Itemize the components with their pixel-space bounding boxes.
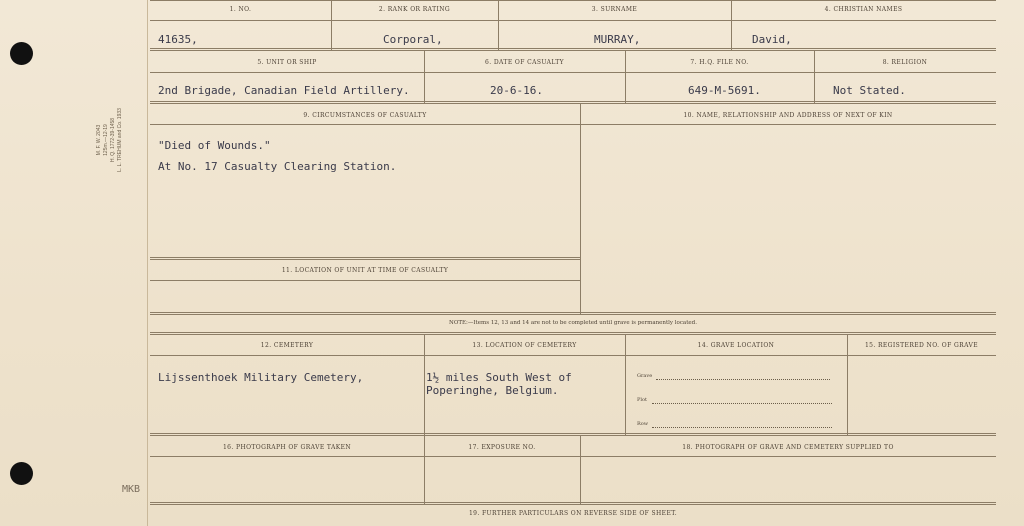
header-cemetery: 12. CEMETERY — [260, 342, 314, 349]
rule — [150, 502, 996, 505]
header-location-unit: 11. LOCATION OF UNIT AT TIME OF CASUALTY — [281, 267, 449, 274]
punch-hole-bottom — [10, 462, 33, 485]
rule — [150, 124, 996, 125]
value-unit: 2nd Brigade, Canadian Field Artillery. — [158, 84, 410, 97]
header-photo-taken: 16. PHOTOGRAPH OF GRAVE TAKEN — [222, 444, 352, 451]
header-surname: 3. SURNAME — [591, 6, 638, 13]
header-circumstances: 9. CIRCUMSTANCES OF CASUALTY — [303, 112, 427, 119]
header-exposure: 17. EXPOSURE NO. — [468, 444, 536, 451]
value-surname: MURRAY, — [594, 33, 641, 46]
value-location-cemetery-line1: 1½ miles South West of — [426, 371, 572, 384]
rule — [150, 355, 996, 356]
value-rank: Corporal, — [383, 33, 443, 46]
label-grave: Grave — [637, 373, 653, 379]
value-cemetery: Lijssenthoek Military Cemetery, — [158, 371, 364, 384]
header-grave-location: 14. GRAVE LOCATION — [697, 342, 775, 349]
punch-hole-top — [10, 42, 33, 65]
divider — [847, 335, 848, 435]
header-location-cemetery: 13. LOCATION OF CEMETERY — [472, 342, 577, 349]
header-unit: 5. UNIT OR SHIP — [257, 59, 317, 66]
divider — [625, 335, 626, 435]
header-further-particulars: 19. FURTHER PARTICULARS ON REVERSE SIDE OF SHEET. — [468, 510, 678, 517]
value-hq-file: 649-M-5691. — [688, 84, 761, 97]
imprint-line: H. Q. 1772-39-1458 — [110, 117, 116, 163]
header-christian-names: 4. CHRISTIAN NAMES — [824, 6, 903, 13]
rule — [150, 312, 996, 315]
value-circumstances-line1: "Died of Wounds." — [158, 139, 271, 152]
dotted-line — [652, 427, 832, 428]
value-date: 20-6-16. — [490, 84, 543, 97]
label-plot: Plot — [637, 397, 647, 403]
header-date: 6. DATE OF CASUALTY — [484, 59, 565, 66]
rule — [150, 72, 996, 73]
value-religion: Not Stated. — [833, 84, 906, 97]
dotted-line — [652, 403, 832, 404]
imprint-line: M. F. W. 2043 — [96, 124, 102, 156]
header-photo-supplied: 18. PHOTOGRAPH OF GRAVE AND CEMETERY SUPPLIED TO — [682, 444, 894, 451]
imprint-line: 125m.—12-19 — [103, 124, 109, 156]
divider — [580, 104, 581, 314]
rule — [150, 456, 996, 457]
rule — [150, 433, 996, 436]
imprint-line: L. L. TREHUM and Co. 1933 — [117, 108, 123, 172]
rule — [150, 101, 996, 104]
rule — [150, 48, 996, 51]
value-christian-names: David, — [752, 33, 792, 46]
value-circumstances-line2: At No. 17 Casualty Clearing Station. — [158, 160, 397, 173]
value-location-cemetery-line2: Poperinghe, Belgium. — [426, 384, 559, 397]
margin-line — [147, 0, 148, 526]
clerk-initials: MKB — [122, 484, 141, 495]
rule — [150, 257, 580, 260]
header-next-of-kin: 10. NAME, RELATIONSHIP AND ADDRESS OF NEXT OF KIN — [683, 112, 893, 119]
rule — [150, 280, 580, 281]
header-no: 1. NO. — [229, 6, 252, 13]
header-registered-no: 15. REGISTERED NO. OF GRAVE — [864, 342, 979, 349]
value-no: 41635, — [158, 33, 198, 46]
label-row: Row — [637, 421, 649, 427]
divider — [424, 335, 425, 435]
rule — [150, 20, 996, 21]
side-imprint — [96, 80, 156, 200]
header-hq-file: 7. H.Q. FILE NO. — [690, 59, 749, 66]
rule — [150, 0, 996, 1]
header-religion: 8. RELIGION — [882, 59, 928, 66]
rule — [150, 332, 996, 335]
header-rank: 2. RANK OR RATING — [378, 6, 451, 13]
dotted-line — [656, 379, 830, 380]
note-text: NOTE:—Items 12, 13 and 14 are not to be completed until grave is permanently located. — [449, 320, 697, 326]
